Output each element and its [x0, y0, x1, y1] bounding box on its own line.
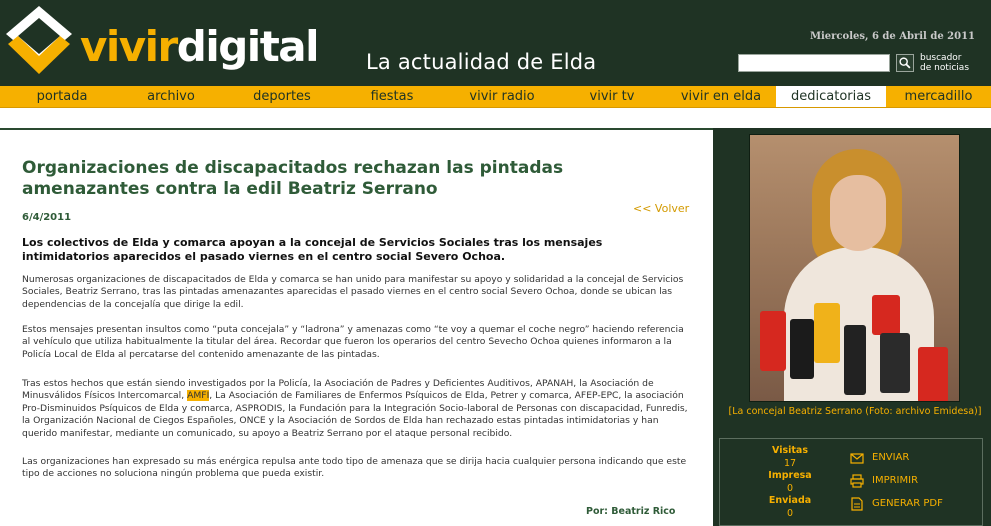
search-highlight: AMFI: [187, 390, 210, 402]
article-tools-box: [719, 438, 983, 526]
generate-pdf-button[interactable]: [850, 495, 943, 513]
nav-item-mercadillo[interactable]: mercadillo: [904, 89, 973, 104]
nav-item-vivir-en-elda[interactable]: vivir en elda: [680, 89, 762, 104]
article-lead: Los colectivos de Elda y comarca apoyan a la concejal de Servicios Sociales tras los mensajes intimidatorios aparecidos el pasado viernes en el centro social Severo Ochoa.: [22, 236, 603, 263]
stat-value-impresa: 0: [786, 482, 794, 494]
microphone-icon: [760, 311, 786, 371]
search-label-line1: buscador: [920, 53, 962, 63]
article: [0, 128, 713, 526]
article-paragraph-4: Las organizaciones han expresado su más enérgica repulsa ante todo tipo de amenaza que se dirija hacia cualquier persona indicando que este tipo de acciones no soluciona ningún problema que pueda existir.: [22, 456, 687, 480]
article-photo[interactable]: [749, 134, 960, 402]
nav-item-deportes[interactable]: deportes: [253, 89, 311, 104]
sidebar: [713, 128, 991, 526]
article-paragraph-3: [22, 378, 692, 440]
current-date: Miercoles, 6 de Abril de 2011: [809, 31, 975, 42]
photo-caption: [La concejal Beatriz Serrano (Foto: archivo Emidesa)]: [728, 406, 982, 417]
paragraph-3-end: , La Asociación de Familiares de Enfermos Psíquicos de Elda, Petrer y comarca, AFEP-EPC, la asociación Pro-Disminuidos Psíquicos de Elda y comarca, ASPRODIS, la Fundación para la Integración Socio-laboral de Personas con discapacidad, Funredis, la Organización Nacional de Ciegos Españoles, ONCE y la Asociación de Sordos de Elda han rechazado estas pintadas intimidatorias y han querido manifestar, mediante un comunicado, su apoyo a Beatriz Serrano por el ataque personal recibido.: [22, 390, 688, 439]
site-tagline: La actualidad de Elda: [366, 50, 597, 74]
print-icon: [850, 474, 864, 488]
nav-item-portada[interactable]: portada: [36, 89, 88, 104]
logo-text-vivir: vivir: [80, 22, 177, 71]
stat-value-enviada: 0: [786, 507, 794, 519]
nav-item-vivir-tv[interactable]: vivir tv: [589, 89, 635, 104]
article-stats: [720, 445, 860, 520]
search-input[interactable]: [738, 54, 890, 72]
logo-text-digital: digital: [176, 22, 319, 71]
microphone-icon: [844, 325, 866, 395]
microphone-icon: [814, 303, 840, 363]
photo-face: [830, 175, 886, 251]
article-paragraph-2: Estos mensajes presentan insultos como “puta concejala” y “ladrona” y amenazas como “te voy a quemar el coche negro” haciendo referencia al vehículo que utiliza habitualmente la titular del área. Recordar que fueron los operarios del centro Sevecho Ochoa quienes informaron a la Policía Local de Elda al percatarse del contenido amenazante de las pintadas.: [22, 324, 684, 360]
pdf-icon: [850, 497, 864, 511]
article-paragraph-1: Numerosas organizaciones de discapacitados de Elda y comarca se han unido para manifestar su apoyo y solidaridad a la concejal de Servicios Sociales, Beatriz Serrano, tras las pintadas amenazantes aparecidas el pasado viernes en el centro social Severo Ochoa, donde se ubican las dependencias de la concejalía que dirige la edil.: [22, 274, 684, 310]
nav-item-dedicatorias[interactable]: dedicatorias: [776, 86, 886, 107]
paragraph-3-start: Tras estos hechos que están siendo investigados por la Policía, la Asociación de Padres y Deficientes Auditivos, APANAH, la Asociación de Minusválidos Físicos Intercomarcal,: [22, 378, 654, 402]
site-header: [0, 0, 991, 86]
print-button[interactable]: [850, 472, 918, 490]
stat-label-visitas: Visitas: [772, 445, 808, 456]
main-nav: [0, 86, 991, 108]
send-icon: [850, 451, 864, 465]
nav-item-vivir-radio[interactable]: vivir radio: [469, 89, 535, 104]
stat-value-visitas: 17: [783, 457, 797, 469]
microphone-icon: [790, 319, 814, 379]
logo-wordmark[interactable]: [80, 22, 318, 72]
back-link[interactable]: << Volver: [633, 202, 690, 215]
microphone-icon: [918, 347, 948, 402]
generate-pdf-label: GENERAR PDF: [872, 498, 943, 509]
nav-spacer: [0, 108, 991, 128]
article-author: Por: Beatriz Rico: [586, 506, 676, 517]
stat-label-enviada: Enviada: [768, 495, 812, 506]
search-icon[interactable]: [896, 54, 914, 72]
microphone-icon: [880, 333, 910, 393]
print-label: IMPRIMIR: [872, 475, 919, 486]
article-date: 6/4/2011: [22, 212, 72, 223]
article-title: Organizaciones de discapacitados rechazan las pintadas amenazantes contra la edil Beatriz Serrano: [22, 158, 564, 199]
nav-item-fiestas[interactable]: fiestas: [370, 89, 414, 104]
logo-icon[interactable]: [4, 4, 74, 78]
search-label: [920, 53, 969, 73]
nav-item-archivo[interactable]: archivo: [147, 89, 195, 104]
microphone-icon: [872, 295, 900, 335]
send-label: ENVIAR: [872, 452, 910, 463]
search-label-line2: de noticias: [920, 63, 970, 73]
send-button[interactable]: [850, 449, 909, 467]
stat-label-impresa: Impresa: [768, 470, 812, 481]
